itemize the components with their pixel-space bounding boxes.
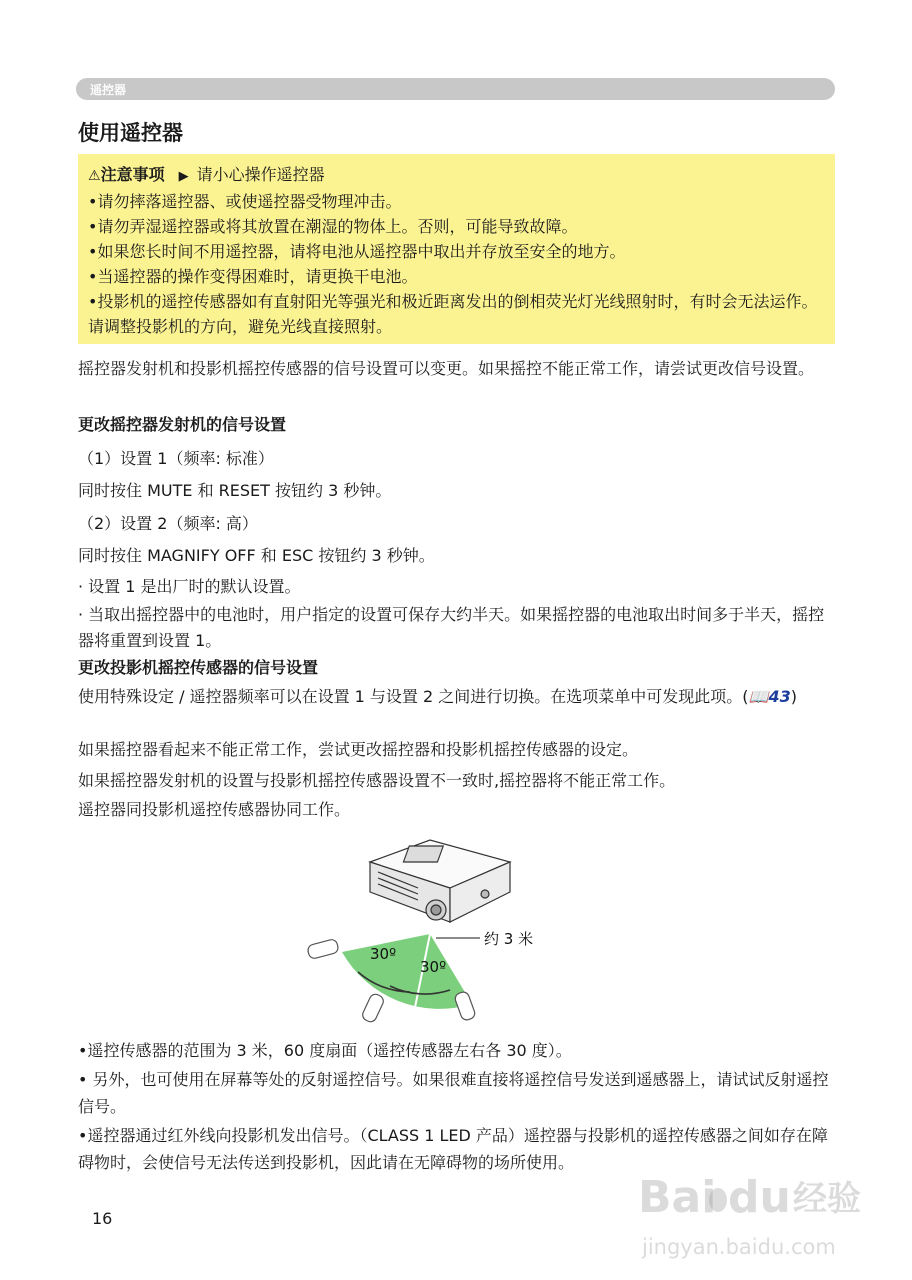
range-fan — [342, 934, 472, 1009]
projector-image — [370, 840, 510, 922]
arrow-right-icon: ▶ — [178, 169, 189, 184]
section2-paragraph-4: 遥控器同投影机遥控传感器协同工作。 — [78, 800, 351, 819]
paw-icon — [709, 1188, 727, 1212]
remote-control-right — [454, 990, 477, 1021]
distance-label: 约 3 米 — [484, 930, 534, 948]
section-label: 遥控器 — [90, 83, 127, 97]
note-default-setting: · 设置 1 是出厂时的默认设置。 — [78, 577, 301, 596]
section2-paragraph-2: 如果摇控器看起来不能正常工作，尝试更改摇控器和投影机摇控传感器的设定。 — [78, 740, 639, 759]
caution-item: •请勿摔落遥控器、或使遥控器受物理冲击。 — [88, 192, 402, 211]
page-title: 使用遥控器 — [78, 121, 183, 145]
watermark-brand-2: du — [728, 1172, 791, 1223]
intro-paragraph: 摇控器发射机和投影机摇控传感器的信号设置可以变更。如果摇控不能正常工作，请尝试更改信号设置。 — [78, 359, 815, 378]
section2-heading: 更改投影机摇控传感器的信号设置 — [78, 658, 319, 677]
section1-heading: 更改摇控器发射机的信号设置 — [78, 415, 287, 434]
setting1-description: 同时按住 MUTE 和 RESET 按钮约 3 秒钟。 — [78, 481, 392, 500]
range-note: •遥控传感器的范围为 3 米，60 度扇面（遥控传感器左右各 30 度）。 — [78, 1041, 572, 1060]
caution-item: •当遥控器的操作变得困难时，请更换干电池。 — [88, 267, 418, 286]
watermark-url: jingyan.baidu.com — [642, 1235, 836, 1259]
remote-control-bottom — [361, 992, 386, 1023]
setting2-label: （2）设置 2（频率: 高） — [78, 514, 258, 533]
setting1-label: （1）设置 1（频率: 标准） — [78, 449, 274, 468]
remote-range-diagram — [300, 822, 560, 1032]
section2-p1-end: ) — [790, 687, 797, 706]
section2-p1-text: 使用特殊设定 / 遥控器频率可以在设置 1 与设置 2 之间进行切换。在选项菜单中可发现此项。( — [78, 687, 749, 706]
section2-paragraph-3: 如果摇控器发射机的设置与投影机摇控传感器设置不一致时,摇控器将不能正常工作。 — [78, 771, 676, 790]
baidu-jingyan-watermark — [618, 1156, 878, 1266]
angle-label-right: 30º — [420, 958, 447, 976]
setting2-description: 同时按住 MAGNIFY OFF 和 ESC 按钮约 3 秒钟。 — [78, 546, 435, 565]
warning-icon: ⚠ — [88, 168, 101, 184]
section2-paragraph-1 — [78, 684, 838, 710]
caution-item: •请勿弄湿遥控器或将其放置在潮湿的物体上。否则，可能导致故障。 — [88, 217, 578, 236]
book-icon: 📖 — [748, 687, 769, 706]
remote-control-left — [307, 938, 340, 959]
caution-box — [78, 154, 835, 344]
caution-heading-text: 请小心操作遥控器 — [196, 165, 325, 184]
note-battery: · 当取出摇控器中的电池时，用户指定的设置可保存大约半天。如果摇控器的电池取出时间多于半天，摇控器将重置到设置 1。 — [78, 605, 825, 650]
angle-label-left: 30º — [370, 945, 397, 963]
range-note: • 另外，也可使用在屏幕等处的反射遥控信号。如果很难直接将遥控信号发送到遥感器上，请试试反射遥控信号。 — [78, 1070, 829, 1116]
page-number: 16 — [92, 1209, 113, 1228]
page-reference[interactable]: 43 — [768, 687, 791, 706]
caution-item: •如果您长时间不用遥控器，请将电池从遥控器中取出并存放至安全的地方。 — [88, 242, 626, 261]
caution-item: •投影机的遥控传感器如有直射阳光等强光和极近距离发出的倒相荧光灯光线照射时，有时会无法运作。请调整投影机的方向，避免光线直接照射。 — [88, 292, 818, 336]
caution-label: 注意事项 — [100, 165, 165, 184]
section-header-bar — [76, 78, 835, 100]
watermark-brand-cn: 经验 — [793, 1179, 861, 1219]
watermark-brand: Bai — [638, 1172, 717, 1223]
caution-heading — [88, 162, 823, 189]
range-note: •遥控器通过红外线向投影机发出信号。（CLASS 1 LED 产品）遥控器与投影机的遥控传感器之间如存在障碍物时，会使信号无法传送到投影机，因此请在无障碍物的场所使用。 — [78, 1126, 828, 1172]
